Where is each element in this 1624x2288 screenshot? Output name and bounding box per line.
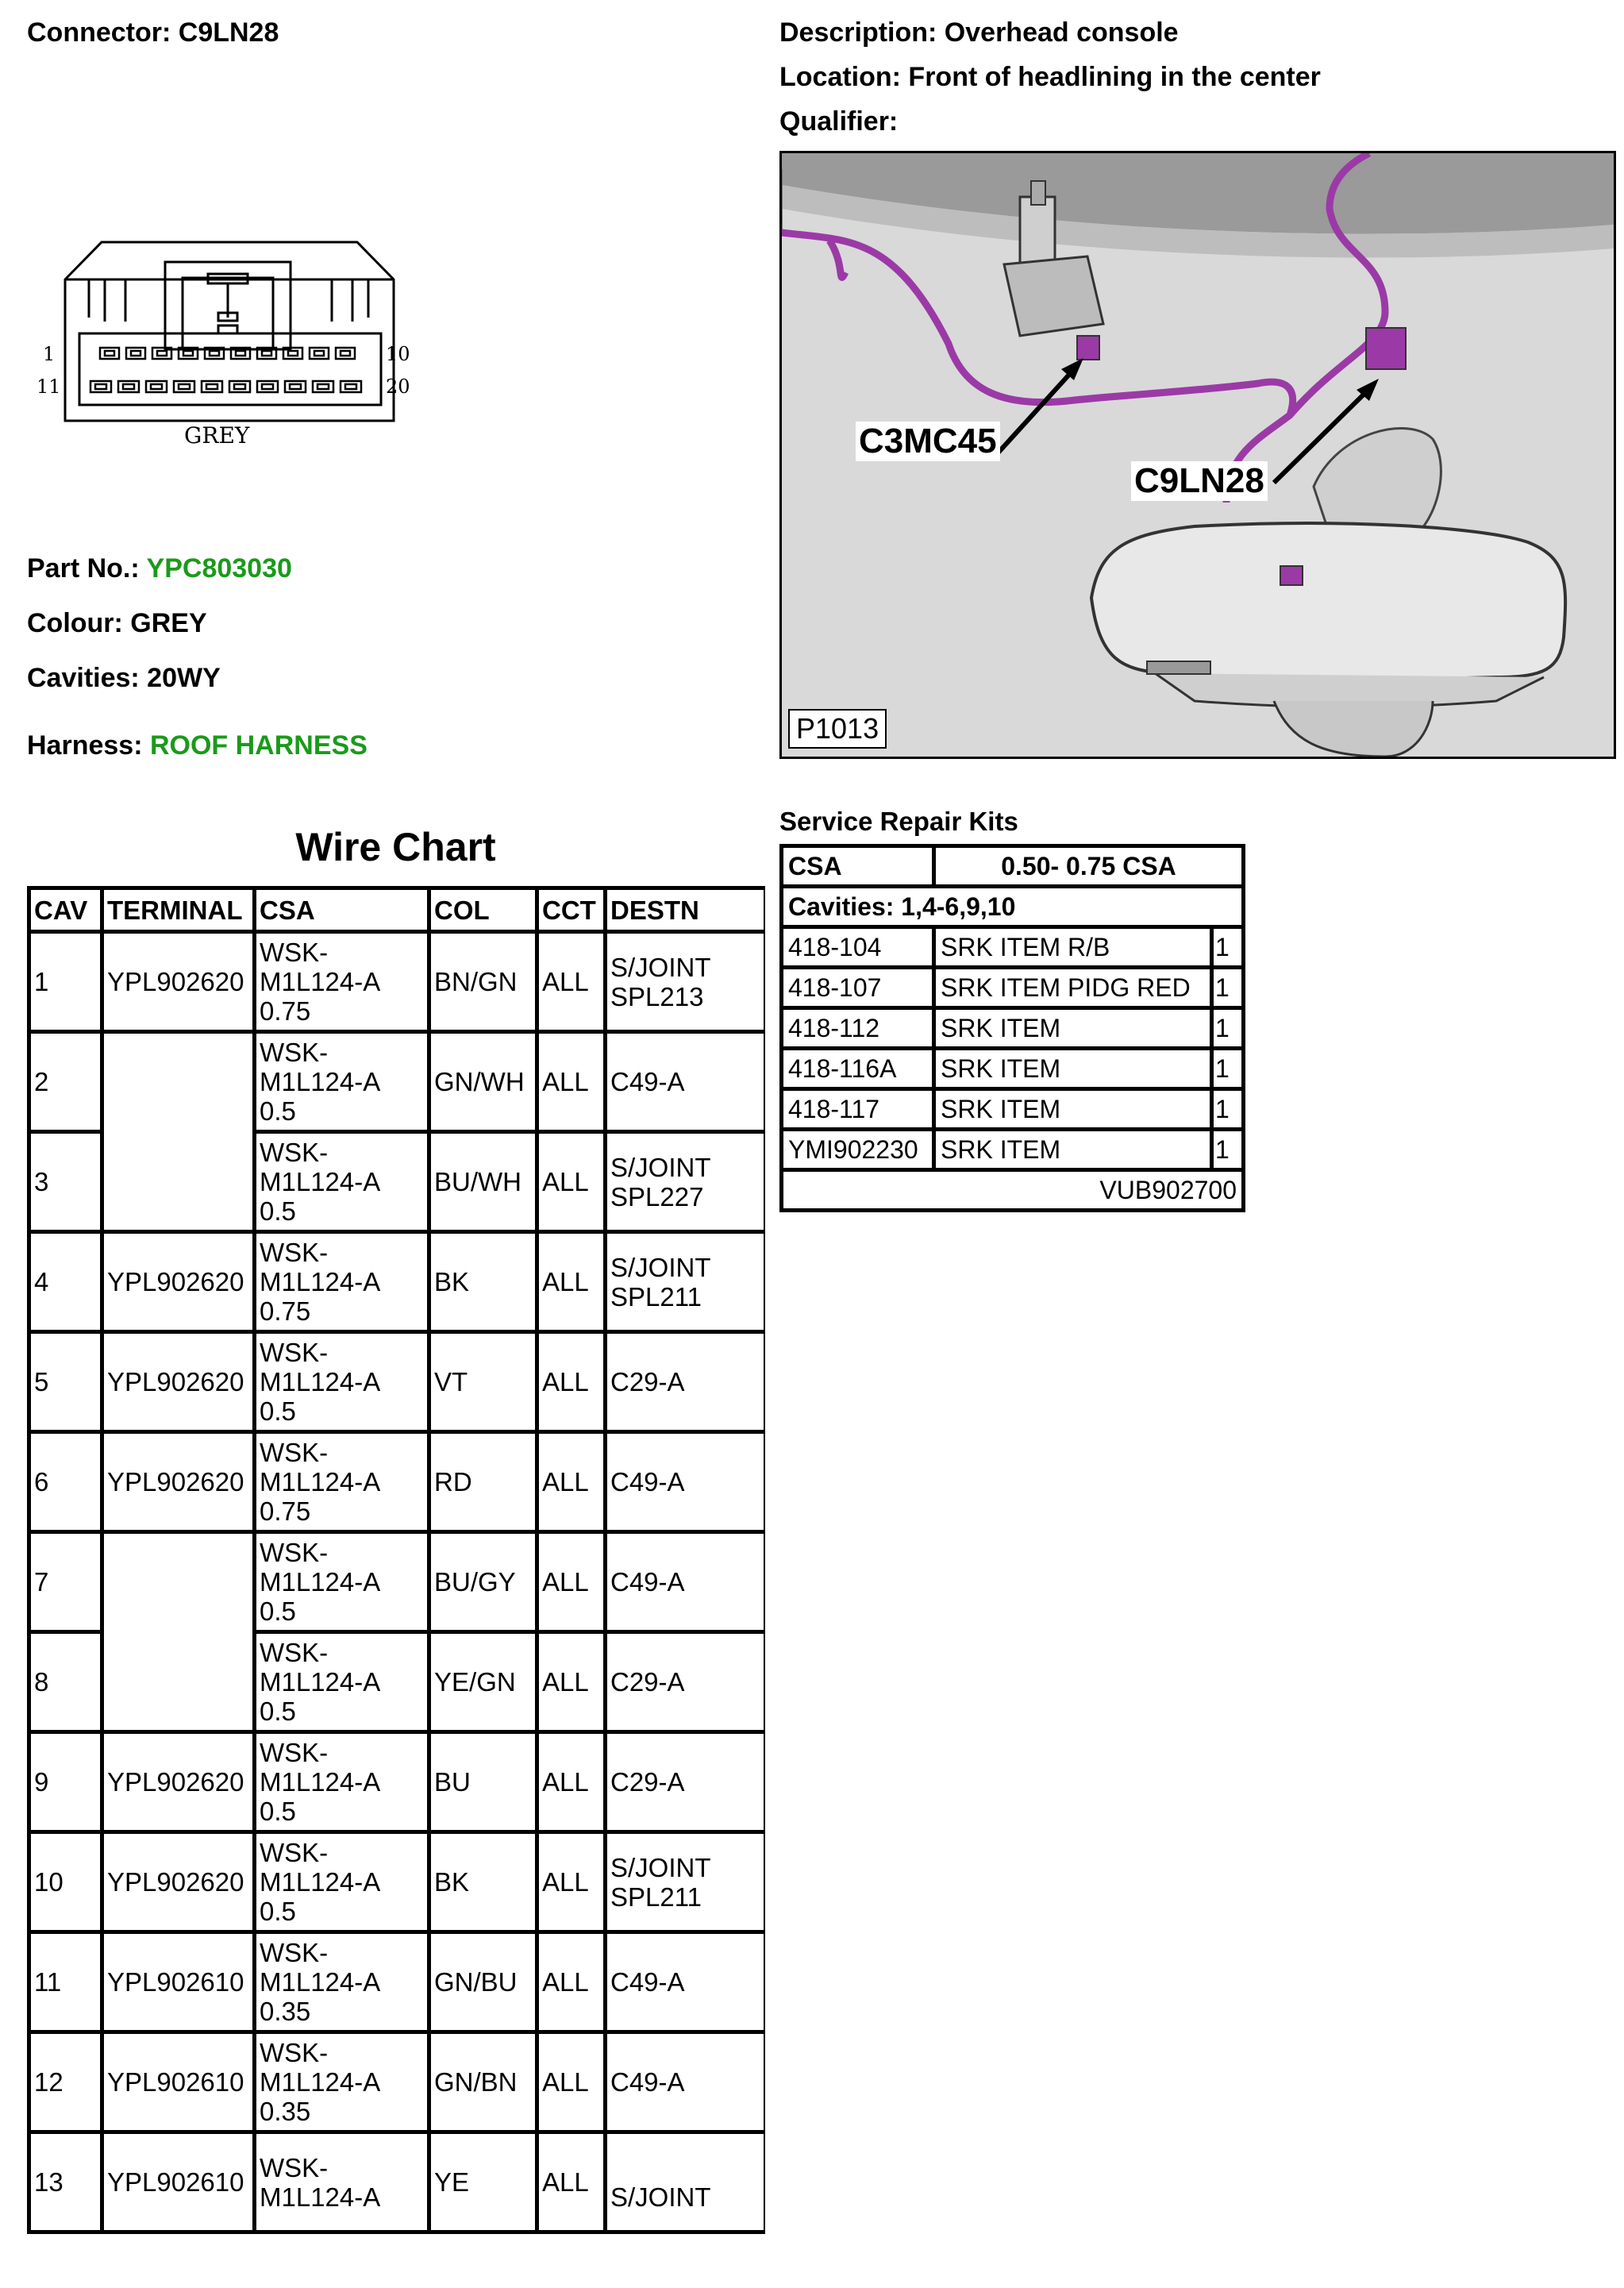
kits-csa-header: CSA	[782, 846, 934, 887]
cav-cell: 7	[29, 1532, 102, 1632]
cavity	[229, 381, 250, 392]
kit-row	[782, 1008, 1244, 1049]
table-row	[29, 1332, 766, 1432]
cct-cell: ALL	[537, 1332, 606, 1432]
cav-cell: 1	[29, 932, 102, 1032]
destn-cell: C49-A	[606, 2032, 766, 2132]
description-label: Description: Overhead console	[779, 17, 1179, 48]
service-kits	[779, 844, 1245, 1212]
kit-qty: 1	[1212, 968, 1244, 1008]
destn-cell: C49-A	[606, 1032, 766, 1132]
cavity-inner	[123, 384, 134, 389]
cavity-inner	[288, 351, 298, 356]
kit-name: SRK ITEM	[934, 1130, 1212, 1170]
cavity	[146, 381, 167, 392]
cavity-inner	[131, 351, 140, 356]
cavity-inner	[105, 351, 114, 356]
kit-name: SRK ITEM	[934, 1089, 1212, 1130]
pin-label-1: 1	[43, 343, 56, 365]
destn-cell: S/JOINT SPL211	[606, 1832, 766, 1932]
table-row	[29, 1532, 766, 1632]
csa-cell: WSK- M1L124-A 0.5	[255, 1732, 429, 1832]
cav-cell: 3	[29, 1132, 102, 1232]
table-row	[29, 1432, 766, 1532]
pin-label-11: 11	[37, 376, 61, 398]
header-col: COL	[429, 888, 537, 932]
cav-cell: 8	[29, 1632, 102, 1732]
cct-cell: ALL	[537, 1232, 606, 1332]
csa-cell: WSK- M1L124-A 0.5	[255, 1832, 429, 1932]
cct-cell: ALL	[537, 2132, 606, 2232]
terminal-cell	[102, 1032, 255, 1232]
table-row	[29, 2132, 766, 2232]
kit-row	[782, 1130, 1244, 1170]
cct-cell: ALL	[537, 1732, 606, 1832]
csa-cell: WSK- M1L124-A 0.5	[255, 1132, 429, 1232]
header-destn: DESTN	[606, 888, 766, 932]
cavity-inner	[341, 351, 350, 356]
csa-cell: WSK- M1L124-A 0.75	[255, 932, 429, 1032]
csa-cell: WSK- M1L124-A 0.5	[255, 1332, 429, 1432]
cavity-inner	[262, 384, 273, 389]
terminal-cell	[102, 1532, 255, 1732]
cavity-inner	[157, 351, 167, 356]
kit-name: SRK ITEM	[934, 1008, 1212, 1049]
destn-cell: C29-A	[606, 1732, 766, 1832]
cavity	[341, 381, 361, 392]
figure-id: P1013	[788, 709, 887, 749]
kit-qty: 1	[1212, 1049, 1244, 1089]
service-kits-title: Service Repair Kits	[779, 807, 1018, 836]
cct-cell: ALL	[537, 1132, 606, 1232]
cav-cell: 2	[29, 1032, 102, 1132]
table-row	[29, 1732, 766, 1832]
kit-row	[782, 968, 1244, 1008]
terminal-cell: YPL902610	[102, 1932, 255, 2032]
terminal-cell: YPL902620	[102, 1232, 255, 1332]
col-cell: VT	[429, 1332, 537, 1432]
col-cell: BU/WH	[429, 1132, 537, 1232]
kit-code: YMI902230	[782, 1130, 934, 1170]
part-number	[27, 553, 292, 584]
cavity-inner	[290, 384, 301, 389]
table-row	[29, 1232, 766, 1332]
csa-cell: WSK- M1L124-A 0.75	[255, 1232, 429, 1332]
csa-cell: WSK- M1L124-A 0.35	[255, 1932, 429, 2032]
part-number-value[interactable]: YPC803030	[146, 553, 292, 584]
cavity-inner	[210, 351, 219, 356]
destn-cell: C49-A	[606, 1532, 766, 1632]
kit-code: 418-104	[782, 927, 934, 968]
cavity-inner	[317, 384, 329, 389]
kits-cavities: Cavities: 1,4-6,9,10	[782, 887, 1244, 927]
connector-color-label: GREY	[184, 422, 250, 449]
table-row	[29, 1032, 766, 1132]
terminal-cell: YPL902610	[102, 2132, 255, 2232]
harness-label: Harness:	[27, 730, 143, 761]
service-kits-table	[779, 844, 1245, 1212]
header-terminal: TERMINAL	[102, 888, 255, 932]
terminal-cell: YPL902610	[102, 2032, 255, 2132]
cav-cell: 6	[29, 1432, 102, 1532]
kit-name: SRK ITEM R/B	[934, 927, 1212, 968]
location-photo	[779, 151, 1616, 759]
kit-code: 418-117	[782, 1089, 934, 1130]
cavity-inner	[345, 384, 356, 389]
callout-c3mc45: C3MC45	[856, 422, 1000, 461]
cavity	[285, 381, 306, 392]
cavity	[100, 348, 119, 359]
destn-cell: S/JOINT SPL211	[606, 1232, 766, 1332]
header-cav: CAV	[29, 888, 102, 932]
destn-cell: C49-A	[606, 1932, 766, 2032]
table-row	[29, 1832, 766, 1932]
cavity	[313, 381, 333, 392]
cct-cell: ALL	[537, 1932, 606, 2032]
cavity-inner	[206, 384, 217, 389]
kit-code: 418-112	[782, 1008, 934, 1049]
header-cct: CCT	[537, 888, 606, 932]
kit-code: 418-107	[782, 968, 934, 1008]
col-cell: BU/GY	[429, 1532, 537, 1632]
kit-code: 418-116A	[782, 1049, 934, 1089]
csa-cell: WSK- M1L124-A 0.75	[255, 1432, 429, 1532]
csa-cell: WSK- M1L124-A 0.5	[255, 1032, 429, 1132]
colour-label: Colour: GREY	[27, 608, 207, 638]
terminal-cell: YPL902620	[102, 1732, 255, 1832]
cavity	[257, 381, 278, 392]
kit-name: SRK ITEM PIDG RED	[934, 968, 1212, 1008]
cct-cell: ALL	[537, 1632, 606, 1732]
destn-cell: S/JOINT	[606, 2132, 766, 2232]
cct-cell: ALL	[537, 1532, 606, 1632]
pin-label-10: 10	[386, 343, 410, 365]
table-row	[29, 2032, 766, 2132]
cct-cell: ALL	[537, 1032, 606, 1132]
cavity	[174, 381, 194, 392]
wire-chart-title: Wire Chart	[295, 825, 496, 869]
wire-chart-table	[27, 886, 765, 2234]
kits-footer: VUB902700	[782, 1170, 1244, 1211]
csa-cell: WSK- M1L124-A	[255, 2132, 429, 2232]
csa-cell: WSK- M1L124-A 0.35	[255, 2032, 429, 2132]
table-row	[29, 932, 766, 1032]
cav-cell: 11	[29, 1932, 102, 2032]
wire-chart	[27, 886, 765, 2288]
cavity	[336, 348, 355, 359]
col-cell: GN/BN	[429, 2032, 537, 2132]
destn-cell: C29-A	[606, 1632, 766, 1732]
col-cell: BN/GN	[429, 932, 537, 1032]
cav-cell: 13	[29, 2132, 102, 2232]
col-cell: BK	[429, 1832, 537, 1932]
destn-cell: C29-A	[606, 1332, 766, 1432]
col-cell: RD	[429, 1432, 537, 1532]
cct-cell: ALL	[537, 1432, 606, 1532]
pin-label-20: 20	[386, 376, 410, 398]
col-cell: YE	[429, 2132, 537, 2232]
cavity-inner	[314, 351, 324, 356]
cavity	[310, 348, 329, 359]
cav-cell: 5	[29, 1332, 102, 1432]
cavity	[90, 381, 111, 392]
header-csa: CSA	[255, 888, 429, 932]
cavity-inner	[236, 351, 245, 356]
kit-qty: 1	[1212, 927, 1244, 968]
col-cell: YE/GN	[429, 1632, 537, 1732]
col-cell: BK	[429, 1232, 537, 1332]
location-label: Location: Front of headlining in the center	[779, 62, 1321, 92]
connector-label: Connector: C9LN28	[27, 17, 279, 48]
cavity-inner	[262, 351, 271, 356]
cavity	[118, 381, 139, 392]
table-row	[29, 1932, 766, 2032]
cav-cell: 9	[29, 1732, 102, 1832]
cavity-inner	[151, 384, 162, 389]
kit-row	[782, 1049, 1244, 1089]
harness	[27, 730, 368, 761]
kit-qty: 1	[1212, 1008, 1244, 1049]
destn-cell: S/JOINT SPL227	[606, 1132, 766, 1232]
kit-row	[782, 927, 1244, 968]
callout-c9ln28: C9LN28	[1131, 461, 1268, 501]
part-number-label: Part No.:	[27, 553, 140, 584]
kit-qty: 1	[1212, 1089, 1244, 1130]
cavity-inner	[95, 384, 106, 389]
cct-cell: ALL	[537, 932, 606, 1032]
terminal-cell: YPL902620	[102, 1332, 255, 1432]
cav-cell: 10	[29, 1832, 102, 1932]
qualifier-label: Qualifier:	[779, 106, 899, 137]
cavities-label: Cavities: 20WY	[27, 663, 221, 693]
kit-row	[782, 1089, 1244, 1130]
cav-cell: 12	[29, 2032, 102, 2132]
cavity	[202, 381, 222, 392]
destn-cell: S/JOINT SPL213	[606, 932, 766, 1032]
kit-name: SRK ITEM	[934, 1049, 1212, 1089]
col-cell: GN/BU	[429, 1932, 537, 2032]
terminal-cell: YPL902620	[102, 1832, 255, 1932]
destn-cell: C49-A	[606, 1432, 766, 1532]
cct-cell: ALL	[537, 1832, 606, 1932]
cavity-inner	[183, 351, 193, 356]
kits-csa-value: 0.50- 0.75 CSA	[934, 846, 1244, 887]
csa-cell: WSK- M1L124-A 0.5	[255, 1632, 429, 1732]
cavity-inner	[234, 384, 245, 389]
cct-cell: ALL	[537, 2032, 606, 2132]
kit-qty: 1	[1212, 1130, 1244, 1170]
cavity	[126, 348, 145, 359]
csa-cell: WSK- M1L124-A 0.5	[255, 1532, 429, 1632]
col-cell: BU	[429, 1732, 537, 1832]
terminal-cell: YPL902620	[102, 932, 255, 1032]
col-cell: GN/WH	[429, 1032, 537, 1132]
cav-cell: 4	[29, 1232, 102, 1332]
terminal-cell: YPL902620	[102, 1432, 255, 1532]
cavity-inner	[179, 384, 190, 389]
harness-value[interactable]: ROOF HARNESS	[149, 730, 368, 761]
